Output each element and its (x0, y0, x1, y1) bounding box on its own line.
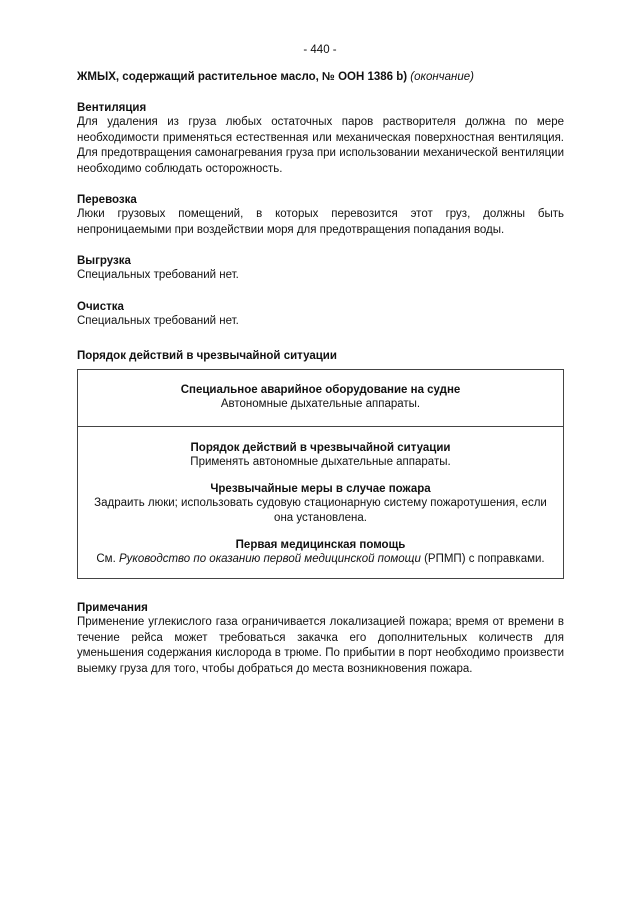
emergency-box (77, 369, 564, 579)
emergency-equipment-cell (78, 370, 563, 427)
section-heading: Вентиляция (77, 102, 147, 114)
section-text: Применение углекислого газа ограничивается локализацией пожара; время от времени в течение рейса может требоваться закачка его дополнительных количеств для уменьшения содержания кислорода в трюме. По прибытии в порт необходимо произвести выемку груза для того, чтобы добраться до места возникновения пожара. (77, 616, 564, 675)
procedures-heading: Порядок действий в чрезвычайной ситуации (190, 442, 451, 454)
cargo-title-tail: (окончание) (410, 71, 474, 83)
section-text: Специальных требований нет. (77, 314, 239, 327)
page-content (77, 70, 564, 677)
emergency-procedures-cell (78, 427, 563, 578)
cargo-title (77, 70, 564, 85)
fire-text: Задраить люки; использовать судовую стационарную систему пожаротушения, если она установлена. (94, 497, 547, 524)
section-text: Люки грузовых помещений, в которых перевозится этот груз, должны быть непроницаемыми при воздействии моря для предотвращения попадания воды. (77, 208, 564, 236)
first-aid-suffix: (РПМП) с поправками. (424, 553, 545, 565)
section-discharge (77, 254, 564, 284)
equipment-heading: Специальное аварийное оборудование на судне (180, 384, 461, 396)
section-ventilation (77, 101, 564, 177)
first-aid-reference: Руководство по оказанию первой медицинской помощи (118, 553, 421, 565)
section-carriage (77, 193, 564, 238)
first-aid-heading: Первая медицинская помощь (235, 539, 406, 551)
first-aid-block (86, 538, 555, 567)
first-aid-prefix: См. (96, 553, 116, 565)
procedures-text: Применять автономные дыхательные аппараты. (190, 456, 451, 468)
section-heading: Примечания (77, 602, 148, 614)
equipment-text: Автономные дыхательные аппараты. (220, 398, 421, 410)
section-heading: Выгрузка (77, 255, 131, 267)
page-number: - 440 - (303, 44, 337, 56)
section-cleaning (77, 300, 564, 330)
section-notes (77, 601, 564, 677)
section-text: Специальных требований нет. (77, 269, 239, 281)
cargo-title-main: ЖМЫХ, содержащий растительное масло, № ООН 1386 b) (77, 71, 408, 83)
fire-heading: Чрезвычайные меры в случае пожара (210, 483, 431, 495)
section-text: Для удаления из груза любых остаточных паров растворителя должна по мере необходимости применяться естественная или механическая поверхностная вентиляция. Для предотвращения самонагревания груза при использовании механической вентиляции необходимо соблюдать осторожность. (77, 116, 564, 175)
section-heading: Очистка (77, 300, 124, 313)
emergency-heading: Порядок действий в чрезвычайной ситуации (77, 350, 337, 362)
fire-block (86, 482, 555, 526)
procedures-block (86, 441, 555, 470)
section-heading: Перевозка (77, 194, 137, 206)
first-aid-text (86, 552, 555, 567)
